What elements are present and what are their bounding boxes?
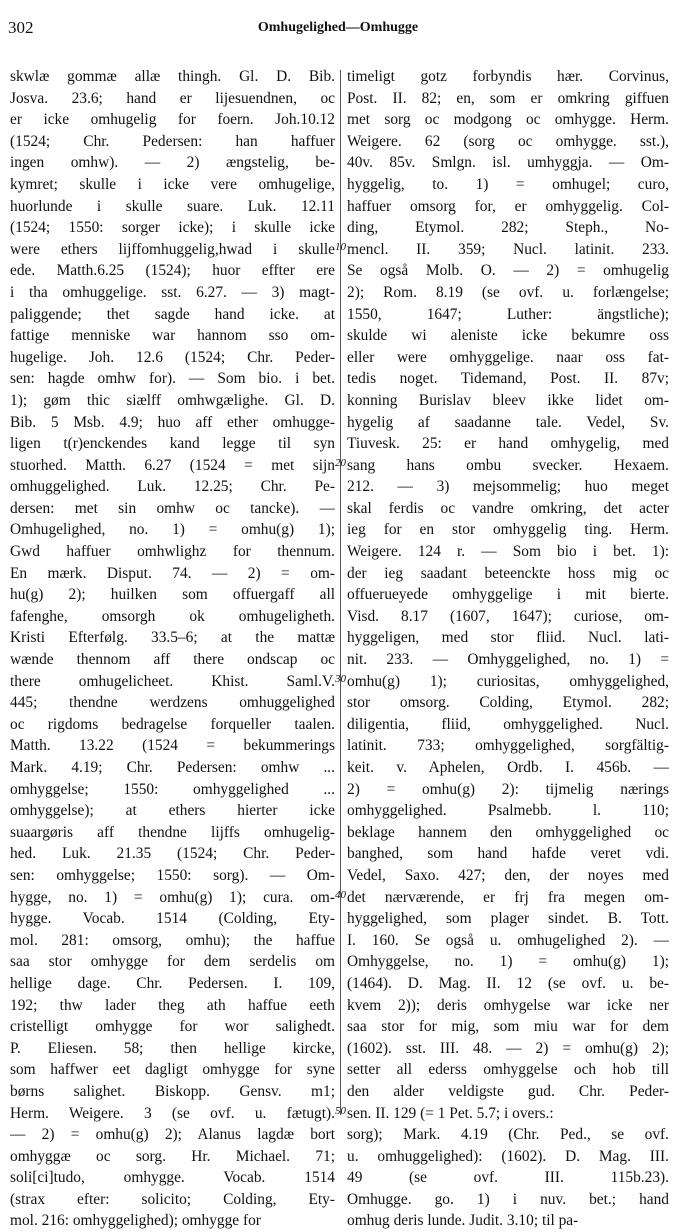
text-line: der ieg saadant beteenckte hoss mig oc [347,564,669,582]
running-head: Omhugelighed—Omhugge [257,20,419,35]
text-line: Kristi Efterfølg. 33.5–6; at the mattæ [10,629,335,647]
text-line: sorg); Mark. 4.19 (Chr. Ped., se ovf. [347,1126,669,1144]
text-line: cristelligt omhygge for wor salighedt. [10,1018,335,1036]
left-column [10,66,335,1232]
text-line: fafenghe, omsorgh ok omhugeligheth. [10,607,335,625]
page-number: 302 [8,18,34,37]
text-line: Gwd haffuer omhwlighz for thennum. [10,543,335,561]
text-line: hygge. Vocab. 1514 (Colding, Ety- [10,910,335,928]
text-line: Herm. Weigere. 3 (se ovf. u. fætugt). [10,1104,335,1122]
text-line: skwlæ gommæ allæ thingh. Gl. D. Bib. [10,68,335,85]
text-line: there omhugelicheet. Khist. Saml.V. [10,672,335,690]
text-line: nit. 233. — Omhyggelighed, no. 1) = [347,651,669,669]
text-line: I. 160. Se også u. omhugelighed 2). — [347,931,669,949]
text-line: ligen t(r)enckendes kand legge til syn [10,435,335,453]
text-line: — 2) = omhu(g) 2); Alanus lagdæ bort [10,1126,335,1144]
text-line: diligentia, fliid, omhyggelighed. Nucl. [347,715,669,733]
text-line: hygge, no. 1) = omhu(g) 1); cura. om- [10,888,335,906]
text-line: som haffwer eet dagligt omhygge for syne [10,1061,335,1079]
text-line: skal ferdis oc vandre omkring, det acter [347,499,669,517]
text-line: omhug deris lunde. Judit. 3.10; til pa- [347,1212,579,1230]
text-line: omhyggelighed. Psalmebb. l. 110; [347,802,669,820]
text-line: 49 (se ovf. III. 115b.23). [347,1169,669,1187]
text-line: fattige menniske war hannom sso om- [10,327,335,345]
text-line: Matth. 13.22 (1524 = bekummerings [10,737,335,755]
text-line: omhyggelse); at ethers hierter icke [10,802,335,820]
text-line: hellige dage. Chr. Pedersen. I. 109, [10,974,335,992]
text-line: keit. v. Aphelen, Ordb. I. 456b. — [347,759,669,776]
line-number: 10 [335,241,346,253]
text-line: (1602). sst. III. 48. — 2) = omhu(g) 2); [347,1039,669,1057]
text-line: hyggeligen, med stor fliid. Nucl. lati- [347,629,669,647]
text-line: det nærværende, er frj fra megen om- [347,888,669,906]
text-line: haffuer omsorg for, er omhyggelig. Col- [347,197,669,215]
text-line: Visd. 8.17 (1607, 1647); curiose, om- [347,607,669,625]
text-line: børns salighet. Biskopp. Gensv. m1; [10,1082,335,1100]
text-line: 2) = omhu(g) 2): tijmelig nærings [347,780,669,798]
text-line: 192; thw lader theg ath haffue eeth [10,996,335,1014]
text-line: hyggelighed, som plager sindet. B. Tott. [347,910,669,928]
text-line: Vedel, Saxo. 427; den, der noyes med [347,866,669,884]
column-divider [340,70,341,1115]
text-line: ingen omhw). — 2) ængstelig, be- [10,154,335,172]
text-line: Mark. 4.19; Chr. Pedersen: omhw ... [10,759,335,776]
text-line: Weigere. 124 r. — Som bio i bet. 1): [347,543,669,561]
text-line: 445; thendne werdzens omhuggelighed [10,694,335,712]
text-line: 40v. 85v. Smlgn. isl. umhyggja. — Om- [347,154,669,172]
text-line: eller were omhyggelige. naar oss fat- [347,348,669,366]
text-line: stuorhed. Matth. 6.27 (1524 = met sijn [10,456,335,474]
text-line: En mærk. Disput. 74. — 2) = om- [10,564,335,582]
right-column [347,66,669,1232]
text-line: met sorg oc modgong oc omhygge. Herm. [347,111,669,129]
text-line: huorlunde i skulle suare. Luk. 12.11 [10,197,335,215]
text-line: er icke omhugelig for foern. Joh.10.12 [10,111,335,129]
text-line: (1524; Chr. Pedersen: han haffuer [10,132,335,150]
text-line: stor omsorg. Colding, Etymol. 282; [347,694,669,712]
text-line: banghed, som hand hafde veret vdi. [347,845,669,863]
text-line: hugelige. Joh. 12.6 (1524; Chr. Peder- [10,348,335,366]
text-line: hed. Luk. 21.35 (1524; Chr. Peder- [10,845,335,863]
text-line: Se også Molb. O. — 2) = omhugelig [347,262,669,280]
text-line: sen: omhyggelse; 1550: sorg). — Om- [10,866,335,884]
text-line: den alder veldigste gud. Chr. Peder- [347,1082,669,1100]
text-line: i tha omhuggelige. sst. 6.27. — 3) magt- [10,283,335,301]
text-line: beklage hannem den omhyggelighed oc [347,823,669,841]
text-line: dersen: met sin omhw oc tancke). — [10,499,335,517]
text-line: ede. Matth.6.25 (1524); huor effter ere [10,262,335,280]
text-line: omhu(g) 1); curiositas, omhyggelighed, [347,672,669,690]
line-number: 20 [335,457,346,469]
text-line: sen: hagde omhw for). — Som bio. i bet. [10,370,335,388]
text-line: were ethers lijffomhuggelig,hwad i skulle [10,240,335,258]
text-line: ding, Etymol. 282; Steph., No- [347,219,669,237]
text-line: Omhugge. go. 1) i nuv. bet.; hand [347,1190,669,1208]
text-line: saa stor for mig, som miu war for dem [347,1018,669,1036]
text-line: oc rigdoms bedragelse forqueller taalen. [10,715,335,733]
text-line: tedis noget. Tidemand, Post. II. 87v; [347,370,669,388]
text-line: (strax efter: solicito; Colding, Ety- [10,1190,335,1208]
page-header [0,0,676,40]
text-line: u. omhuggelighed): (1602). D. Mag. III. [347,1147,669,1165]
text-line: setter all ederss omhyggelse och hob till [347,1061,669,1079]
text-line: saa stor omhygge for dem serdelis om [10,953,335,971]
text-line: offuerueyede omhyggelige i mit bierte. [347,586,669,604]
text-line: hygelig af saadanne tale. Vedel, Sv. [347,413,669,431]
text-line: omhuggelighed. Luk. 12.25; Chr. Pe- [10,478,335,496]
text-line: suaargøris aff thendne lijffs omhugelig- [10,823,335,841]
text-line: hu(g) 2); huilken som offuergaff all [10,586,335,604]
text-line: kvem 2)); deris omhygelse war icke ner [347,996,669,1014]
text-line: 2); Rom. 8.19 (se ovf. u. forlængelse; [347,283,669,301]
text-line: Omhugelighed, no. 1) = omhu(g) 1); [10,521,335,539]
text-line: 1); gøm thic siælff omhwgælighe. Gl. D. [10,391,335,409]
text-line: mol. 216: omhyggelighed); omhygge for [10,1212,261,1230]
text-line: mencl. II. 359; Nucl. latinit. 233. [347,240,669,258]
text-line: Weigere. 62 (sorg oc omhygge. sst.), [347,132,669,150]
text-line: 1550, 1647; Luther: ängstliche); [347,305,669,323]
text-line: skulde wi aleniste icke bekumre oss [347,327,669,345]
text-line: omhyggæ oc sorg. Hr. Michael. 71; [10,1147,335,1165]
text-line: hyggelig, to. 1) = omhugel; curo, [347,175,669,193]
text-line: ieg for en stor omhyggelig ting. Herm. [347,521,669,539]
line-number: 40 [335,889,346,901]
text-line: kymret; skulle i icke vere omhugelige, [10,175,335,193]
text-line: sen. II. 129 (= 1 Pet. 5.7; i overs.: [347,1104,554,1122]
text-line: wænde thennom aff there ondscap oc [10,651,335,669]
line-number: 30 [335,673,346,685]
text-line: P. Eliesen. 58; then hellige kircke, [10,1039,335,1057]
text-line: (1524; 1550: sorger icke); i skulle icke [10,219,335,237]
text-line: mol. 281: omsorg, omhu); the haffue [10,931,335,949]
text-line: Tiuvesk. 25: er hand omhygelig, med [347,435,669,453]
text-line: timeligt gotz forbyndis hær. Corvinus, [347,68,669,85]
text-line: soli[ci]tudo, omhygge. Vocab. 1514 [10,1169,335,1187]
text-line: konning Burislav bleev ikke lidet om- [347,391,669,409]
text-line: Post. II. 82; en, som er omkring giffuen [347,89,669,107]
text-line: latinit. 733; omhyggelighed, sorgfältig- [347,737,669,755]
text-line: omhyggelse; 1550: omhyggelighed ... [10,780,335,798]
text-line: sang hans ombu svecker. Hexaem. [347,456,669,474]
text-line: Josva. 23.6; hand er lijesuendnen, oc [10,89,335,107]
line-number: 50 [335,1105,346,1117]
text-line: paliggende; thet sagde hand icke. at [10,305,335,323]
text-line: Bib. 5 Msb. 4.9; huo aff ether omhugge- [10,413,335,431]
text-line: Omhyggelse, no. 1) = omhu(g) 1); [347,953,669,971]
text-line: 212. — 3) mejsommelig; huo meget [347,478,669,496]
text-line: (1464). D. Mag. II. 12 (se ovf. u. be- [347,974,669,992]
